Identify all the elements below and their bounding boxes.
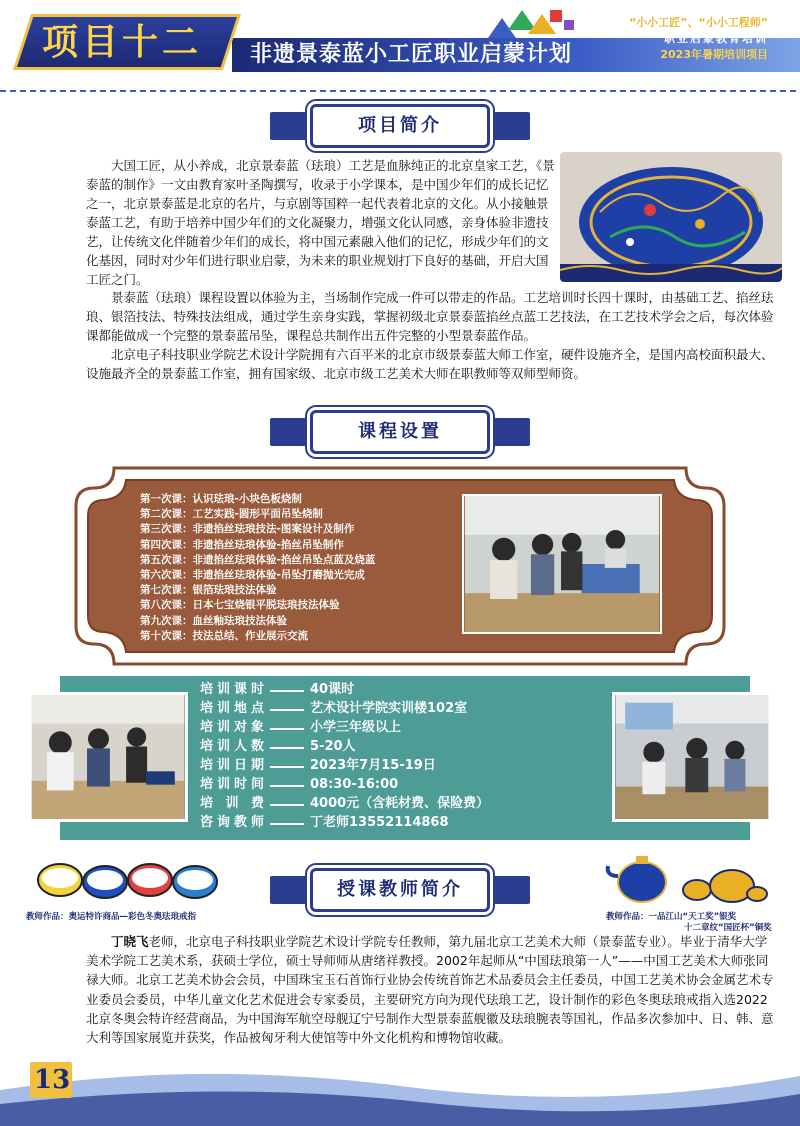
section-title-courses	[270, 410, 530, 454]
training-key: 培训人数	[200, 739, 264, 754]
training-row	[200, 680, 600, 699]
training-row	[200, 737, 600, 756]
course-item: 第四次课：非遗掐丝珐琅体验-掐丝吊坠制作	[140, 538, 344, 551]
training-value: 2023年7月15-19日	[310, 758, 436, 773]
header-dotted-rule	[0, 86, 800, 96]
training-value: 40课时	[310, 682, 355, 697]
training-info-list	[200, 680, 600, 832]
teapot-artwork	[602, 846, 772, 908]
training-row	[200, 718, 600, 737]
students-photo-left	[28, 692, 188, 822]
section-title-teacher	[270, 868, 530, 912]
training-value: 艺术设计学院实训楼102室	[310, 701, 468, 716]
page-number: 13	[34, 1065, 71, 1095]
intro-paragraph-3: 北京电子科技职业学院艺术设计学院拥有六百平米的北京市级景泰蓝大师工作室，硬件设施齐全，是国内高校面积最大、设施最齐全的景泰蓝工作室，拥有国家级、北京市级工艺美术大师在职教师等双师型师资。	[86, 347, 774, 381]
training-value: 08:30-16:00	[310, 777, 399, 792]
training-row	[200, 813, 600, 832]
section-title-label: 课程设置	[358, 421, 442, 442]
olympic-rings-artwork	[30, 848, 230, 908]
course-item: 第一次课：认识珐琅-小块色板烧制	[140, 493, 302, 505]
header-right-line3: 2023年暑期培训项目	[660, 48, 768, 61]
intro-paragraph-1: 大国工匠，从小养成，北京景泰蓝（珐琅）工艺是血脉纯正的北京皇家工艺，《景泰蓝的制作》一文由教育家叶圣陶撰写，收录于小学课本，是中国少年们的成长记忆之一，北京景泰蓝是北京的名片，与京剧等国粹一起代表着北京的文化。从小接触景泰蓝工艺，有助于培养中国少年们的文化凝聚力，增强文化认同感，亲身体验非遗技艺，让传统文化伴随着少年们的成长，将中国元素融入他们的记忆，形成少年们的文化基因，同时对少年们进行职业启蒙，为未来的职业规划打下良好的基础，开启大国工匠之门。	[86, 158, 555, 287]
training-key: 培训费	[200, 796, 264, 811]
course-list	[140, 492, 460, 644]
section-title-label: 授课教师简介	[337, 879, 463, 900]
decorative-shapes	[488, 8, 578, 38]
intro-paragraph-2: 景泰蓝（珐琅）课程设置以体验为主，当场制作完成一件可以带走的作品。工艺培训时长四十课时，由基础工艺、掐丝珐琅、银箔技法、特殊技法组成，通过学生亲身实践，掌握初级北京景泰蓝掐丝点蓝工艺技法，在工艺技术学会之后，每次体验课都能做成一个完整的景泰蓝吊坠，课程总共制作出五件完整的小型景泰蓝作品。	[86, 290, 774, 343]
training-row	[200, 699, 600, 718]
training-key: 培训课时	[200, 682, 264, 697]
project-tag: 项目十二	[42, 22, 203, 63]
header-right-line1: “小小工匠”、“小小工程师”	[629, 16, 768, 29]
training-value: 5-20人	[310, 739, 356, 754]
teacher-bio	[86, 932, 776, 1047]
course-item: 第八次课：日本七宝烧银平脱珐琅技法体验	[140, 599, 340, 612]
teapot-caption-2: 十二章纹“国匠杯”铜奖	[684, 923, 772, 933]
course-item: 第五次课：非遗掐丝珐琅体验-掐丝吊坠点蓝及烧蓝	[140, 553, 376, 566]
training-key: 咨询教师	[200, 815, 264, 830]
course-item: 第七次课：银箔珐琅技法体验	[140, 584, 277, 597]
training-key: 培训对象	[200, 720, 264, 735]
section-title-intro	[270, 104, 530, 148]
teapot-caption-1: 教师作品：一品江山“天工奖”银奖	[606, 912, 737, 922]
training-key: 培训时间	[200, 777, 264, 792]
course-item: 第六次课：非遗掐丝珐琅体验-吊坠打磨抛光完成	[140, 569, 365, 582]
intro-text-block-wide	[86, 288, 776, 383]
ring-caption: 教师作品：奥运特许商品—彩色冬奥珐琅戒指	[26, 912, 197, 922]
header-right-line2: 职业启蒙教育培训	[664, 32, 768, 45]
training-value: 丁老师13552114868	[310, 815, 449, 830]
intro-text-block	[86, 156, 556, 289]
footer-wave	[0, 1050, 800, 1126]
training-value: 小学三年级以上	[310, 720, 402, 735]
teacher-bio-text: 老师，北京电子科技职业学院艺术设计学院专任教师，第九届北京工艺美术大师（景泰蓝专业）。毕业于清华大学美术学院工艺美术系，获硕士学位，硕士导师师从唐绪祥教授。2002年起师从“中国珐琅第一人”——中国工艺美术大师张同禄大师。北京工艺美术协会会员，中国珠宝玉石首饰行业协会传统首饰艺术品委员会主任委员，中国工艺美术协会金属艺术专业委员会委员，中华儿童文化艺术促进会专家委员，主要研究方向为现代珐琅工艺，设计制作的彩色冬奥珐琅戒指入选2022北京冬奥会特许经营商品，为中国海军航空母舰辽宁号制作大型景泰蓝舰徽及珐琅腕表等国礼，作品多次参加中、日、韩、意大利等国家展览并获奖，作品被匈牙利大使馆等中外文化机构和博物馆收藏。	[86, 934, 774, 1046]
cloisonne-vase-image	[560, 152, 782, 282]
section-title-label: 项目简介	[358, 115, 442, 136]
training-row	[200, 794, 600, 813]
course-item: 第二次课：工艺实践-圆形平面吊坠烧制	[140, 508, 323, 521]
training-key: 培训日期	[200, 758, 264, 773]
course-item: 第三次课：非遗掐丝珐琅技法-图案设计及制作	[140, 523, 355, 536]
training-value: 4000元（含耗材费、保险费）	[310, 796, 490, 811]
training-key: 培训地点	[200, 701, 264, 716]
course-item: 第十次课：技法总结、作业展示交流	[140, 629, 308, 642]
classroom-photo	[462, 494, 662, 634]
course-item: 第九次课：血丝釉珐琅技法体验	[140, 614, 287, 627]
training-row	[200, 756, 600, 775]
page-header	[0, 0, 800, 80]
students-photo-right	[612, 692, 772, 822]
training-row	[200, 775, 600, 794]
header-subtitle: 非遗景泰蓝小工匠职业启蒙计划	[250, 42, 573, 67]
teacher-name: 丁晓飞	[111, 934, 149, 949]
